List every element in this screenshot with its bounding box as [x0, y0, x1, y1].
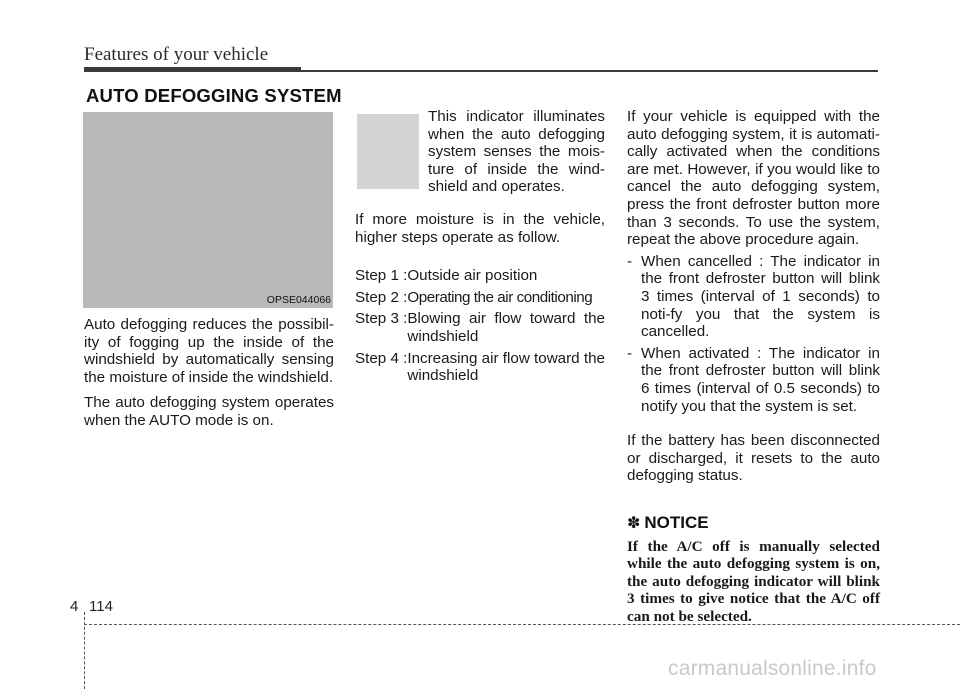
step-item [355, 289, 605, 307]
col1-paragraph-2: The auto defogging system operates when the AUTO mode is on. [84, 394, 334, 429]
chapter-number: 4 [70, 598, 79, 615]
steps-list [355, 267, 605, 385]
step-text: Outside air position [407, 267, 538, 285]
header-title: Features of your vehicle [84, 44, 269, 65]
indicator-image [357, 114, 419, 189]
indicator-row [355, 108, 605, 194]
steps-intro: If more moisture is in the vehicle, higher steps operate as follow. [355, 211, 605, 246]
column-3 [627, 108, 880, 640]
bullet-item [627, 345, 880, 415]
step-label: Step 4 : [355, 349, 408, 367]
figure-id: OPSE044066 [266, 294, 331, 306]
step-text: Increasing air flow toward the windshield [407, 349, 605, 385]
bullet-item [627, 253, 880, 341]
indicator-description: This indicator illuminates when the auto defogging system senses the mois-ture of inside the wind-shield and operates. [428, 108, 605, 196]
step-item [355, 310, 605, 345]
column-2 [355, 108, 605, 385]
section-title: AUTO DEFOGGING SYSTEM [86, 85, 342, 106]
step-item [355, 267, 605, 285]
col3-intro: If your vehicle is equipped with the auto defogging system, it is automati-cally activated when the conditions are met. However, if you would like to cancel the auto defogging system, press the front defroster button more than 3 seconds. To use the system, repeat the above procedure again. [627, 108, 880, 249]
step-item [355, 350, 605, 385]
step-label: Step 2 : [355, 288, 408, 306]
bullet-text: When cancelled : The indicator in the front defroster button will blink 3 times (interval of 1 seconds) to noti-fy you that the system is cancelled. [641, 252, 880, 341]
bullet-dash: - [627, 344, 633, 362]
footer-divider [84, 612, 85, 689]
header-rule-thick [84, 67, 301, 72]
header-rule-thin [301, 70, 878, 72]
notice-text: If the A/C off is manually selected while the auto defogging system is on, the auto defogging indicator will blink 3 times to give notice that the A/C off can not be selected. [627, 537, 880, 625]
step-label: Step 1 : [355, 267, 408, 285]
bullet-text: When activated : The indicator in the front defroster button will blink 6 times (interval of 0.5 seconds) to notify you that the system is set. [641, 344, 880, 415]
notice-star-icon: ✽ [627, 514, 641, 532]
step-text: Operating the air conditioning [407, 288, 593, 306]
bullet-dash: - [627, 252, 633, 270]
footer-rule [84, 624, 960, 625]
step-label: Step 3 : [355, 310, 408, 328]
notice-title: NOTICE [644, 512, 709, 532]
watermark: carmanualsonline.info [668, 657, 877, 680]
col1-paragraph-1: Auto defogging reduces the possibil-ity of fogging up the inside of the windshield by automatically sensing the moisture of inside the windshield. [84, 316, 334, 386]
column-1 [84, 316, 334, 430]
step-text: Blowing air flow toward the windshield [407, 310, 605, 345]
page-number: 114 [89, 598, 113, 615]
defogging-figure [83, 112, 333, 308]
battery-note: If the battery has been disconnected or discharged, it resets to the auto defogging status. [627, 432, 880, 485]
notice-heading [627, 513, 880, 533]
